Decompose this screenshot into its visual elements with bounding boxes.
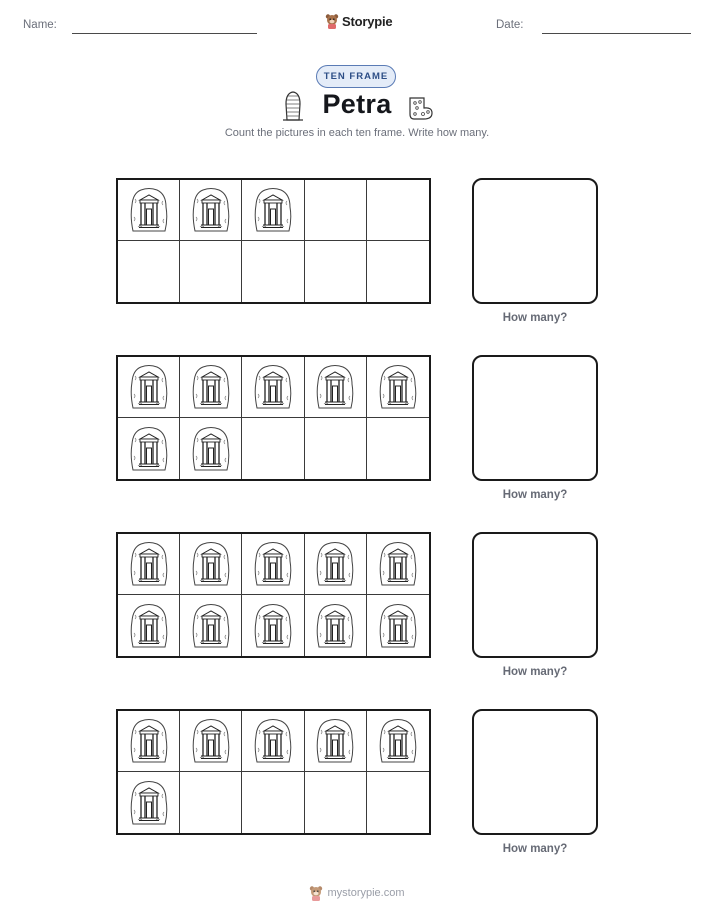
ten-frame-cell	[305, 357, 367, 418]
petra-treasury-icon	[191, 364, 231, 410]
petra-treasury-icon	[129, 780, 169, 826]
ten-frame-cell	[305, 772, 367, 833]
ten-frame-cell	[180, 711, 242, 772]
ten-frame-cell	[180, 418, 242, 479]
ten-frame-cell	[367, 534, 429, 595]
petra-treasury-icon	[129, 187, 169, 233]
petra-treasury-icon	[253, 187, 293, 233]
petra-treasury-icon	[191, 718, 231, 764]
petra-treasury-icon	[129, 364, 169, 410]
name-write-line[interactable]	[72, 33, 257, 34]
petra-treasury-icon	[378, 718, 418, 764]
date-label: Date:	[496, 19, 524, 31]
footer	[0, 885, 714, 901]
petra-treasury-icon	[191, 603, 231, 649]
ten-frame-cell	[118, 595, 180, 656]
answer-box-2[interactable]	[472, 355, 598, 481]
petra-treasury-icon	[191, 187, 231, 233]
ten-frame-cell	[180, 357, 242, 418]
name-label: Name:	[23, 19, 57, 31]
ten-frame-cell	[305, 241, 367, 302]
rock-tomb-icon	[407, 94, 435, 120]
petra-treasury-icon	[129, 426, 169, 472]
ten-frame-cell	[118, 241, 180, 302]
ten-frame-cell	[118, 534, 180, 595]
petra-treasury-icon	[253, 718, 293, 764]
answer-box-3[interactable]	[472, 532, 598, 658]
petra-treasury-icon	[253, 541, 293, 587]
petra-treasury-icon	[191, 426, 231, 472]
answer-box-4[interactable]	[472, 709, 598, 835]
ten-frame-cell	[242, 180, 304, 241]
ten-frame-4	[116, 709, 431, 835]
ten-frame-cell	[367, 418, 429, 479]
ten-frame-cell	[367, 241, 429, 302]
footer-url: mystorypie.com	[327, 887, 405, 899]
date-write-line[interactable]	[542, 33, 691, 34]
ten-frame-cell	[367, 711, 429, 772]
ten-frame-2	[116, 355, 431, 481]
ten-frame-cell	[118, 180, 180, 241]
ten-frame-cell	[242, 534, 304, 595]
ten-frame-cell	[242, 418, 304, 479]
ten-frame-cell	[305, 711, 367, 772]
petra-treasury-icon	[315, 718, 355, 764]
worksheet-title: Petra	[322, 89, 392, 119]
brand-logo	[325, 13, 392, 29]
petra-treasury-icon	[129, 718, 169, 764]
ten-frame-cell	[118, 711, 180, 772]
ten-frame-cell	[242, 711, 304, 772]
petra-treasury-icon	[191, 541, 231, 587]
ten-frame-cell	[242, 357, 304, 418]
bear-mascot-icon	[309, 885, 323, 901]
ten-frame-cell	[305, 180, 367, 241]
petra-treasury-icon	[315, 603, 355, 649]
bear-mascot-icon	[325, 13, 339, 29]
answer-box-1[interactable]	[472, 178, 598, 304]
ten-frame-cell	[367, 180, 429, 241]
how-many-label-1: How many?	[502, 312, 568, 324]
petra-treasury-icon	[315, 364, 355, 410]
ten-frame-cell	[118, 772, 180, 833]
ten-frame-cell	[180, 534, 242, 595]
worksheet-type-badge: TEN FRAME	[316, 65, 396, 88]
ten-frame-cell	[118, 357, 180, 418]
ten-frame-cell	[242, 241, 304, 302]
ten-frame-cell	[242, 772, 304, 833]
ten-frame-cell	[305, 534, 367, 595]
ten-frame-cell	[305, 418, 367, 479]
ten-frame-cell	[367, 357, 429, 418]
petra-treasury-icon	[378, 364, 418, 410]
ten-frame-1	[116, 178, 431, 304]
ten-frame-cell	[180, 241, 242, 302]
petra-treasury-icon	[378, 603, 418, 649]
petra-treasury-icon	[129, 541, 169, 587]
how-many-label-4: How many?	[502, 843, 568, 855]
ten-frame-cell	[180, 595, 242, 656]
brand-name: Storypie	[342, 13, 393, 29]
petra-treasury-icon	[253, 364, 293, 410]
ten-frame-cell	[367, 772, 429, 833]
ten-frame-3	[116, 532, 431, 658]
ten-frame-cell	[242, 595, 304, 656]
petra-treasury-icon	[315, 541, 355, 587]
how-many-label-3: How many?	[502, 666, 568, 678]
how-many-label-2: How many?	[502, 489, 568, 501]
ten-frame-cell	[305, 595, 367, 656]
petra-treasury-icon	[378, 541, 418, 587]
instructions: Count the pictures in each ten frame. Write how many.	[224, 127, 490, 139]
petra-treasury-icon	[253, 603, 293, 649]
petra-treasury-icon	[129, 603, 169, 649]
ten-frame-cell	[180, 772, 242, 833]
ten-frame-cell	[367, 595, 429, 656]
ten-frame-cell	[180, 180, 242, 241]
ten-frame-cell	[118, 418, 180, 479]
